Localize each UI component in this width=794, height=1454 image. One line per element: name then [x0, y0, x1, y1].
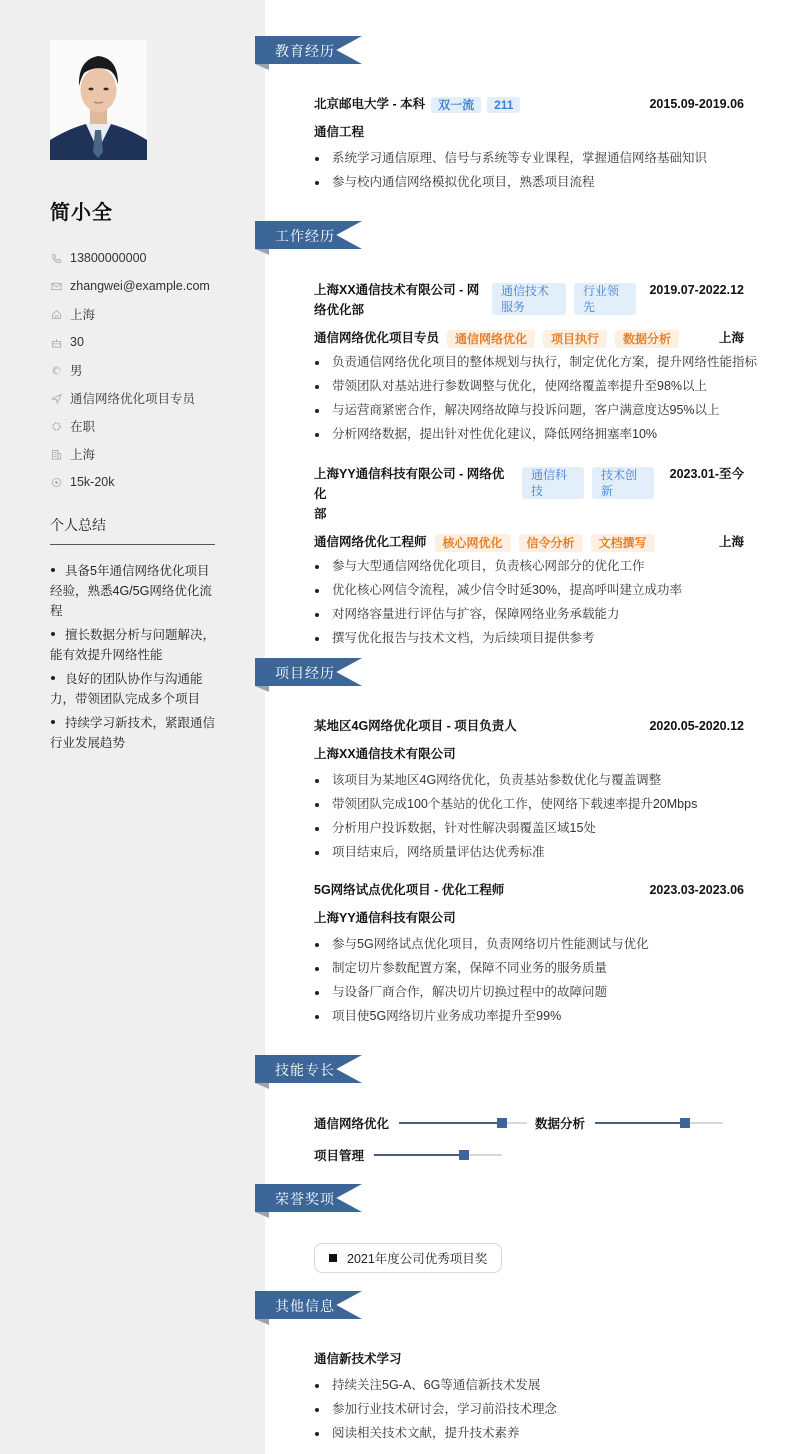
skill-bar-fill — [374, 1154, 464, 1156]
section-projects-header — [255, 658, 362, 688]
school-name — [314, 94, 520, 114]
company-tag — [592, 467, 654, 499]
skill-knob — [497, 1118, 507, 1128]
work-date: 2019.07-2022.12 — [649, 283, 744, 297]
bullet-icon — [51, 676, 55, 680]
send-icon — [50, 392, 62, 404]
work-bullets — [314, 350, 758, 446]
square-bullet-icon — [329, 1254, 337, 1262]
project-date: 2023.03-2023.06 — [649, 883, 744, 897]
summary-divider — [50, 544, 215, 545]
bullet-item: 对网络容量进行评估与扩容，保障网络业务承载能力 — [314, 602, 744, 626]
skill-tag: 数据分析 — [615, 330, 679, 348]
bullet-item: 与运营商紧密合作，解决网络故障与投诉问题，客户满意度达95%以上 — [314, 398, 744, 422]
education-date: 2015.09-2019.06 — [649, 97, 744, 111]
skill-bar-fill — [595, 1122, 685, 1124]
summary-text: 具备5年通信网络优化项目经验，熟悉4G/5G网络优化流程 — [50, 564, 212, 618]
bullet-item: 参与大型通信网络优化项目，负责核心网部分的优化工作 — [314, 554, 744, 578]
work-bullets — [314, 554, 744, 650]
role-line — [314, 328, 679, 348]
award-text: 2021年度公司优秀项目奖 — [347, 1252, 488, 1266]
info-age — [50, 328, 210, 356]
gender-value: 男 — [70, 364, 83, 378]
phone-value: 13800000000 — [70, 251, 147, 265]
tag-line: 服务 — [501, 300, 526, 314]
company-line: 上海YY通信科技有限公司 - 网络优化 — [314, 467, 505, 501]
company-line: 络优化部 — [314, 303, 365, 317]
skill-tag: 项目执行 — [543, 330, 607, 348]
skill-bar — [374, 1154, 502, 1156]
work-date: 2023.01-至今 — [669, 467, 744, 481]
school-text: 北京邮电大学 - 本科 — [314, 97, 426, 111]
section-title: 项目经历 — [275, 665, 335, 681]
section-skills-header — [255, 1055, 362, 1085]
work-entry — [314, 280, 758, 446]
bullet-item: 该项目为某地区4G网络优化，负责基站参数优化与覆盖调整 — [314, 768, 744, 792]
skill-name: 项目管理 — [314, 1149, 365, 1163]
info-position — [50, 384, 210, 412]
skill-tag: 核心网优化 — [435, 534, 511, 552]
bullet-item: 带领团队对基站进行参数调整与优化，使网络覆盖率提升至98%以上 — [314, 374, 744, 398]
project-date: 2020.05-2020.12 — [649, 719, 744, 733]
avatar — [50, 40, 147, 160]
bullet-item: 项目结束后，网络质量评估达优秀标准 — [314, 840, 744, 864]
bullet-item: 阅读相关技术文献，提升技术素养 — [314, 1421, 744, 1445]
company-tag — [492, 283, 566, 315]
other-bullets — [314, 1373, 744, 1445]
bullet-icon — [51, 632, 55, 636]
bullet-icon — [51, 720, 55, 724]
info-phone — [50, 244, 210, 272]
work-location: 上海 — [718, 331, 744, 345]
section-title: 荣誉奖项 — [275, 1191, 335, 1207]
role-title: 通信网络优化项目专员 — [314, 331, 440, 345]
project-title: 5G网络试点优化项目 - 优化工程师 — [314, 883, 505, 897]
company-name — [314, 280, 484, 320]
info-gender — [50, 356, 210, 384]
section-title: 技能专长 — [275, 1062, 335, 1078]
project-company: 上海XX通信技术有限公司 — [314, 747, 456, 761]
summary-text: 擅长数据分析与问题解决，能有效提升网络性能 — [50, 628, 216, 662]
bullet-item: 分析用户投诉数据，针对性解决弱覆盖区域15处 — [314, 816, 744, 840]
skill-bar — [399, 1122, 527, 1124]
candidate-name: 简小全 — [50, 202, 113, 224]
other-entry — [314, 1349, 744, 1445]
tag-line: 通信技术 — [501, 284, 550, 298]
section-title: 教育经历 — [275, 43, 335, 59]
summary-item — [50, 713, 218, 753]
bullet-icon — [51, 568, 55, 572]
bullet-item: 负责通信网络优化项目的整体规划与执行，制定优化方案，提升网络性能指标 — [314, 350, 744, 374]
major: 通信工程 — [314, 125, 365, 139]
section-work-header — [255, 221, 362, 251]
tag-line: 技术创 — [601, 468, 638, 482]
home-icon — [50, 308, 62, 320]
age-icon — [50, 336, 62, 348]
role-line — [314, 532, 655, 552]
skill-knob — [459, 1150, 469, 1160]
section-title: 工作经历 — [275, 228, 335, 244]
tag-line: 新 — [601, 484, 614, 498]
skill-name: 数据分析 — [535, 1117, 586, 1131]
bullet-item: 参与5G网络试点优化项目，负责网络切片性能测试与优化 — [314, 932, 744, 956]
school-tag: 211 — [487, 97, 520, 113]
bullet-item: 系统学习通信原理、信号与系统等专业课程，掌握通信网络基础知识 — [314, 146, 744, 170]
company-line: 部 — [314, 507, 327, 521]
education-bullets — [314, 146, 744, 194]
skill-bar — [595, 1122, 723, 1124]
skill-item — [314, 1146, 502, 1164]
tag-line: 先 — [583, 300, 596, 314]
skill-knob — [680, 1118, 690, 1128]
project-title: 某地区4G网络优化项目 - 项目负责人 — [314, 719, 517, 733]
bullet-item: 分析网络数据，提出针对性优化建议，降低网络拥塞率10% — [314, 422, 744, 446]
skill-item — [314, 1114, 527, 1132]
summary-item — [50, 625, 218, 665]
other-title: 通信新技术学习 — [314, 1352, 402, 1366]
info-email — [50, 272, 210, 300]
section-other-header — [255, 1291, 362, 1321]
salary-icon — [50, 476, 62, 488]
tag-line: 通信科 — [531, 468, 568, 482]
school-tag: 双一流 — [431, 97, 481, 113]
info-city — [50, 300, 210, 328]
salary-value: 15k-20k — [70, 475, 115, 489]
tag-line: 技 — [531, 484, 544, 498]
bullet-item: 参与校内通信网络模拟优化项目，熟悉项目流程 — [314, 170, 744, 194]
section-education-header — [255, 36, 362, 66]
summary-text: 良好的团队协作与沟通能力，带领团队完成多个项目 — [50, 672, 203, 706]
education-entry — [314, 94, 744, 194]
work-entry — [314, 464, 744, 650]
info-status — [50, 412, 210, 440]
summary-item — [50, 561, 218, 621]
bullet-item: 优化核心网信令流程，减少信令时延30%，提高呼叫建立成功率 — [314, 578, 744, 602]
summary-item — [50, 669, 218, 709]
company-tag — [522, 467, 584, 499]
position-value: 通信网络优化项目专员 — [70, 392, 196, 406]
project-bullets — [314, 932, 744, 1028]
skill-name: 通信网络优化 — [314, 1117, 390, 1131]
status-icon — [50, 420, 62, 432]
tag-line: 行业领 — [583, 284, 620, 298]
bullet-item: 参加行业技术研讨会，学习前沿技术理念 — [314, 1397, 744, 1421]
bullet-item: 带领团队完成100个基站的优化工作，使网络下载速率提升20Mbps — [314, 792, 744, 816]
bullet-item: 持续关注5G-A、6G等通信新技术发展 — [314, 1373, 744, 1397]
city-value: 上海 — [70, 308, 96, 322]
project-entry — [314, 716, 744, 864]
section-awards-header — [255, 1184, 362, 1214]
role-title: 通信网络优化工程师 — [314, 535, 427, 549]
skill-tag: 通信网络优化 — [447, 330, 535, 348]
contact-info-list — [50, 244, 210, 496]
skill-item — [535, 1114, 723, 1132]
project-company: 上海YY通信科技有限公司 — [314, 911, 456, 925]
building-icon — [50, 448, 62, 460]
bullet-item: 制定切片参数配置方案，保障不同业务的服务质量 — [314, 956, 744, 980]
award-badge — [314, 1243, 502, 1273]
status-value: 在职 — [70, 420, 96, 434]
section-title: 其他信息 — [275, 1298, 335, 1314]
info-work-city — [50, 440, 210, 468]
work-city-value: 上海 — [70, 448, 96, 462]
bullet-item: 与设备厂商合作，解决切片切换过程中的故障问题 — [314, 980, 744, 1004]
company-tag — [574, 283, 636, 315]
work-location: 上海 — [718, 535, 744, 549]
info-salary — [50, 468, 210, 496]
age-value: 30 — [70, 335, 84, 349]
project-bullets — [314, 768, 744, 864]
skill-bar-fill — [399, 1122, 502, 1124]
phone-icon — [50, 252, 62, 264]
project-entry — [314, 880, 744, 1028]
company-name — [314, 464, 514, 524]
gender-icon — [50, 364, 62, 376]
avatar-photo — [50, 40, 147, 160]
skill-tag: 文档撰写 — [591, 534, 655, 552]
bullet-item: 项目使5G网络切片业务成功率提升至99% — [314, 1004, 744, 1028]
summary-list — [50, 561, 218, 757]
summary-title: 个人总结 — [50, 517, 106, 533]
skill-tag: 信令分析 — [519, 534, 583, 552]
bullet-item: 撰写优化报告与技术文档，为后续项目提供参考 — [314, 626, 744, 650]
summary-text: 持续学习新技术，紧跟通信行业发展趋势 — [50, 716, 216, 750]
email-value: zhangwei@example.com — [70, 279, 210, 293]
company-line: 上海XX通信技术有限公司 - 网 — [314, 283, 480, 297]
mail-icon — [50, 280, 62, 292]
sidebar — [0, 0, 265, 1454]
